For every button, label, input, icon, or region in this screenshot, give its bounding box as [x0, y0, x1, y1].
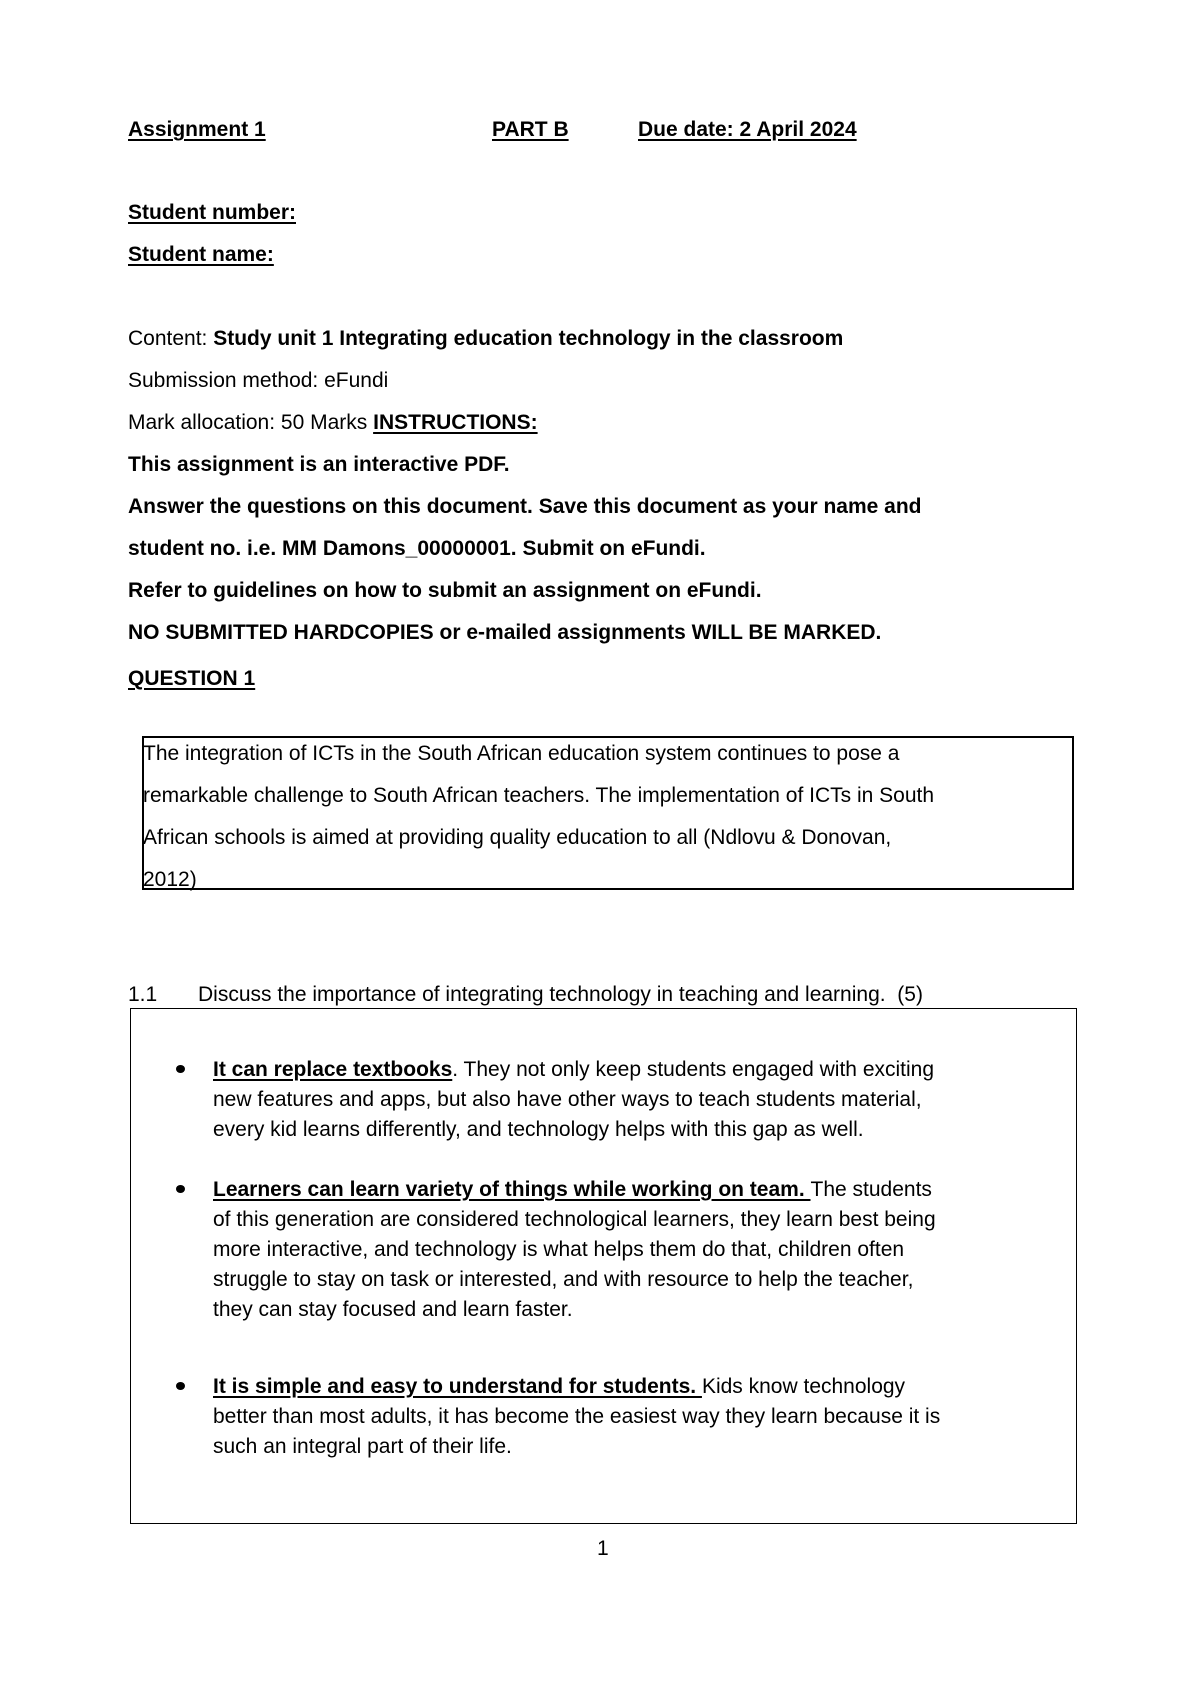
answer-point-text: Kids know technology — [701, 1375, 906, 1398]
content-line — [128, 325, 843, 353]
instruction-line: Refer to guidelines on how to submit an assignment on eFundi. — [128, 579, 762, 602]
question-heading: QUESTION 1 — [128, 667, 256, 690]
answer-point-text: they can stay focused and learn faster. — [213, 1298, 573, 1321]
assignment-title: Assignment 1 — [128, 118, 266, 141]
due-date: Due date: 2 April 2024 — [638, 118, 857, 141]
submission-method: Submission method: eFundi — [128, 369, 389, 392]
content-label: Content: — [128, 327, 208, 350]
instruction-line: student no. i.e. MM Damons_00000001. Submit on eFundi. — [128, 537, 706, 560]
answer-point — [213, 1175, 1063, 1325]
quote-line: African schools is aimed at providing quality education to all (Ndlovu & Donovan, — [143, 826, 892, 849]
bullet-icon — [176, 1065, 185, 1073]
instructions-label: INSTRUCTIONS: — [373, 411, 538, 434]
answer-point-text: The students — [810, 1178, 932, 1201]
instruction-line: NO SUBMITTED HARDCOPIES or e-mailed assignments WILL BE MARKED. — [128, 621, 882, 644]
student-number-label: Student number: — [128, 201, 296, 224]
content-value: Study unit 1 Integrating education technology in the classroom — [213, 327, 844, 350]
bullet-icon — [176, 1185, 185, 1193]
answer-point-text: every kid learns differently, and technology helps with this gap as well. — [213, 1118, 864, 1141]
instruction-line: Answer the questions on this document. Save this document as your name and — [128, 495, 922, 518]
student-name-label: Student name: — [128, 243, 274, 266]
question-text-line — [198, 981, 923, 1009]
answer-point-heading: It can replace textbooks — [213, 1058, 453, 1081]
bullet-icon — [176, 1382, 185, 1390]
part-label: PART B — [492, 118, 569, 141]
quote-line: 2012) — [143, 868, 197, 891]
mark-allocation-line — [128, 409, 538, 437]
question-text: Discuss the importance of integrating technology in teaching and learning. — [198, 983, 886, 1006]
mark-allocation: Mark allocation: 50 Marks — [128, 411, 368, 434]
answer-point-text: more interactive, and technology is what helps them do that, children often — [213, 1238, 905, 1261]
answer-point-text: such an integral part of their life. — [213, 1435, 512, 1458]
answer-point-text: better than most adults, it has become the easiest way they learn because it is — [213, 1405, 941, 1428]
answer-point-text: . They not only keep students engaged with exciting — [452, 1058, 935, 1081]
answer-point-text: struggle to stay on task or interested, and with resource to help the teacher, — [213, 1268, 914, 1291]
quote-line: remarkable challenge to South African teachers. The implementation of ICTs in South — [143, 784, 935, 807]
answer-point-text: new features and apps, but also have other ways to teach students material, — [213, 1088, 922, 1111]
instruction-line: This assignment is an interactive PDF. — [128, 453, 510, 476]
answer-point-heading: It is simple and easy to understand for students. — [213, 1375, 702, 1398]
quote-line: The integration of ICTs in the South African education system continues to pose a — [143, 742, 900, 765]
answer-point — [213, 1372, 1063, 1462]
page-number: 1 — [597, 1537, 609, 1560]
question-marks: (5) — [897, 983, 923, 1006]
answer-point-heading: Learners can learn variety of things while working on team. — [213, 1178, 811, 1201]
answer-point-text: of this generation are considered technological learners, they learn best being — [213, 1208, 936, 1231]
question-number: 1.1 — [128, 983, 158, 1006]
answer-point — [213, 1055, 1063, 1145]
